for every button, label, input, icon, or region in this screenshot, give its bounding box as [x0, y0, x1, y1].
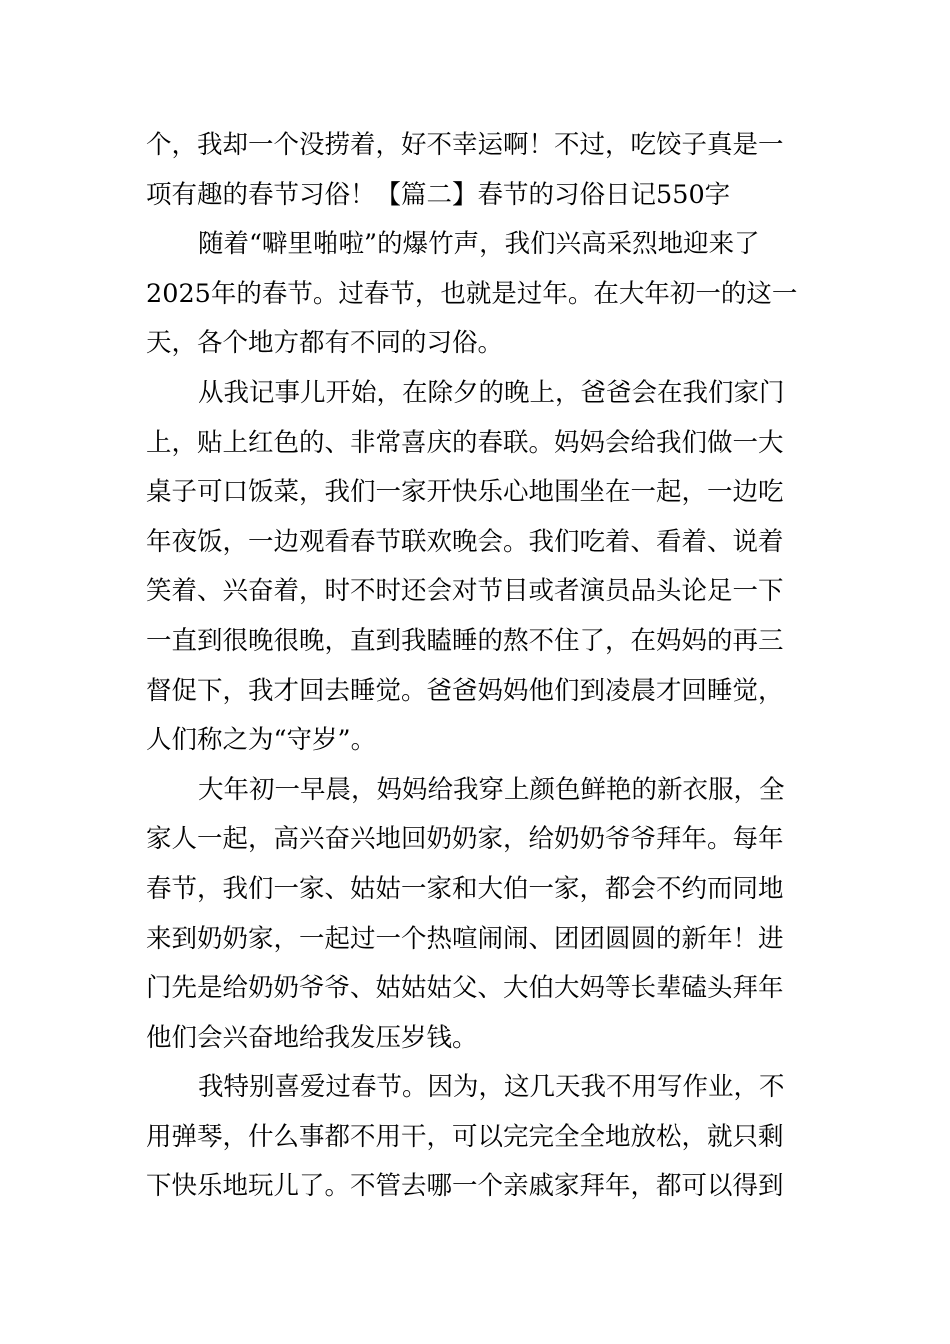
- text-line: 春节，我们一家、姑姑一家和大伯一家，都会不约而同地: [146, 873, 784, 904]
- document-page: [146, 121, 806, 1212]
- text-line: 督促下，我才回去睡觉。爸爸妈妈他们到凌晨才回睡觉，: [146, 675, 784, 706]
- text-line: 年夜饭，一边观看春节联欢晚会。我们吃着、看着、说着: [146, 526, 784, 557]
- text-line: 2025年的春节。过春节，也就是过年。在大年初一的这一: [146, 278, 798, 309]
- text-line: 下快乐地玩儿了。不管去哪一个亲戚家拜年，都可以得到: [146, 1171, 784, 1202]
- paragraph: [146, 220, 806, 369]
- text-line: 一直到很晚很晚，直到我瞌睡的熬不住了，在妈妈的再三: [146, 625, 784, 656]
- text-line: 上，贴上红色的、非常喜庆的春联。妈妈会给我们做一大: [146, 427, 784, 458]
- paragraph: [146, 766, 806, 1064]
- text-line: 他们会兴奋地给我发压岁钱。: [146, 1022, 478, 1053]
- text-line: 门先是给奶奶爷爷、姑姑姑父、大伯大妈等长辈磕头拜年: [146, 973, 784, 1004]
- text-line: 人们称之为“守岁”。: [146, 725, 377, 756]
- text-line: 家人一起，高兴奋兴地回奶奶家，给奶奶爷爷拜年。每年: [146, 824, 784, 855]
- text-line: 项有趣的春节习俗！【篇二】春节的习俗日记550字: [146, 179, 731, 210]
- paragraph: [146, 1063, 806, 1212]
- text-line: 大年初一早晨，妈妈给我穿上颜色鲜艳的新衣服，全: [198, 774, 785, 805]
- text-line: 随着“噼里啪啦”的爆竹声，我们兴高采烈地迎来了: [198, 229, 760, 260]
- text-line: 用弹琴，什么事都不用干，可以完完全全地放松，就只剩: [146, 1121, 784, 1152]
- paragraph: [146, 121, 806, 220]
- text-line: 笑着、兴奋着，时不时还会对节目或者演员品头论足一下: [146, 576, 784, 607]
- text-line: 桌子可口饭菜，我们一家开快乐心地围坐在一起，一边吃: [146, 477, 784, 508]
- text-line: 从我记事儿开始，在除夕的晚上，爸爸会在我们家门: [198, 377, 785, 408]
- paragraph: [146, 369, 806, 766]
- text-line: 来到奶奶家，一起过一个热喧闹闹、团团圆圆的新年！进: [146, 923, 784, 954]
- text-line: 我特别喜爱过春节。因为，这几天我不用写作业，不: [198, 1072, 785, 1103]
- text-line: 天，各个地方都有不同的习俗。: [146, 328, 504, 359]
- text-line: 个，我却一个没捞着，好不幸运啊！不过，吃饺子真是一: [146, 130, 784, 160]
